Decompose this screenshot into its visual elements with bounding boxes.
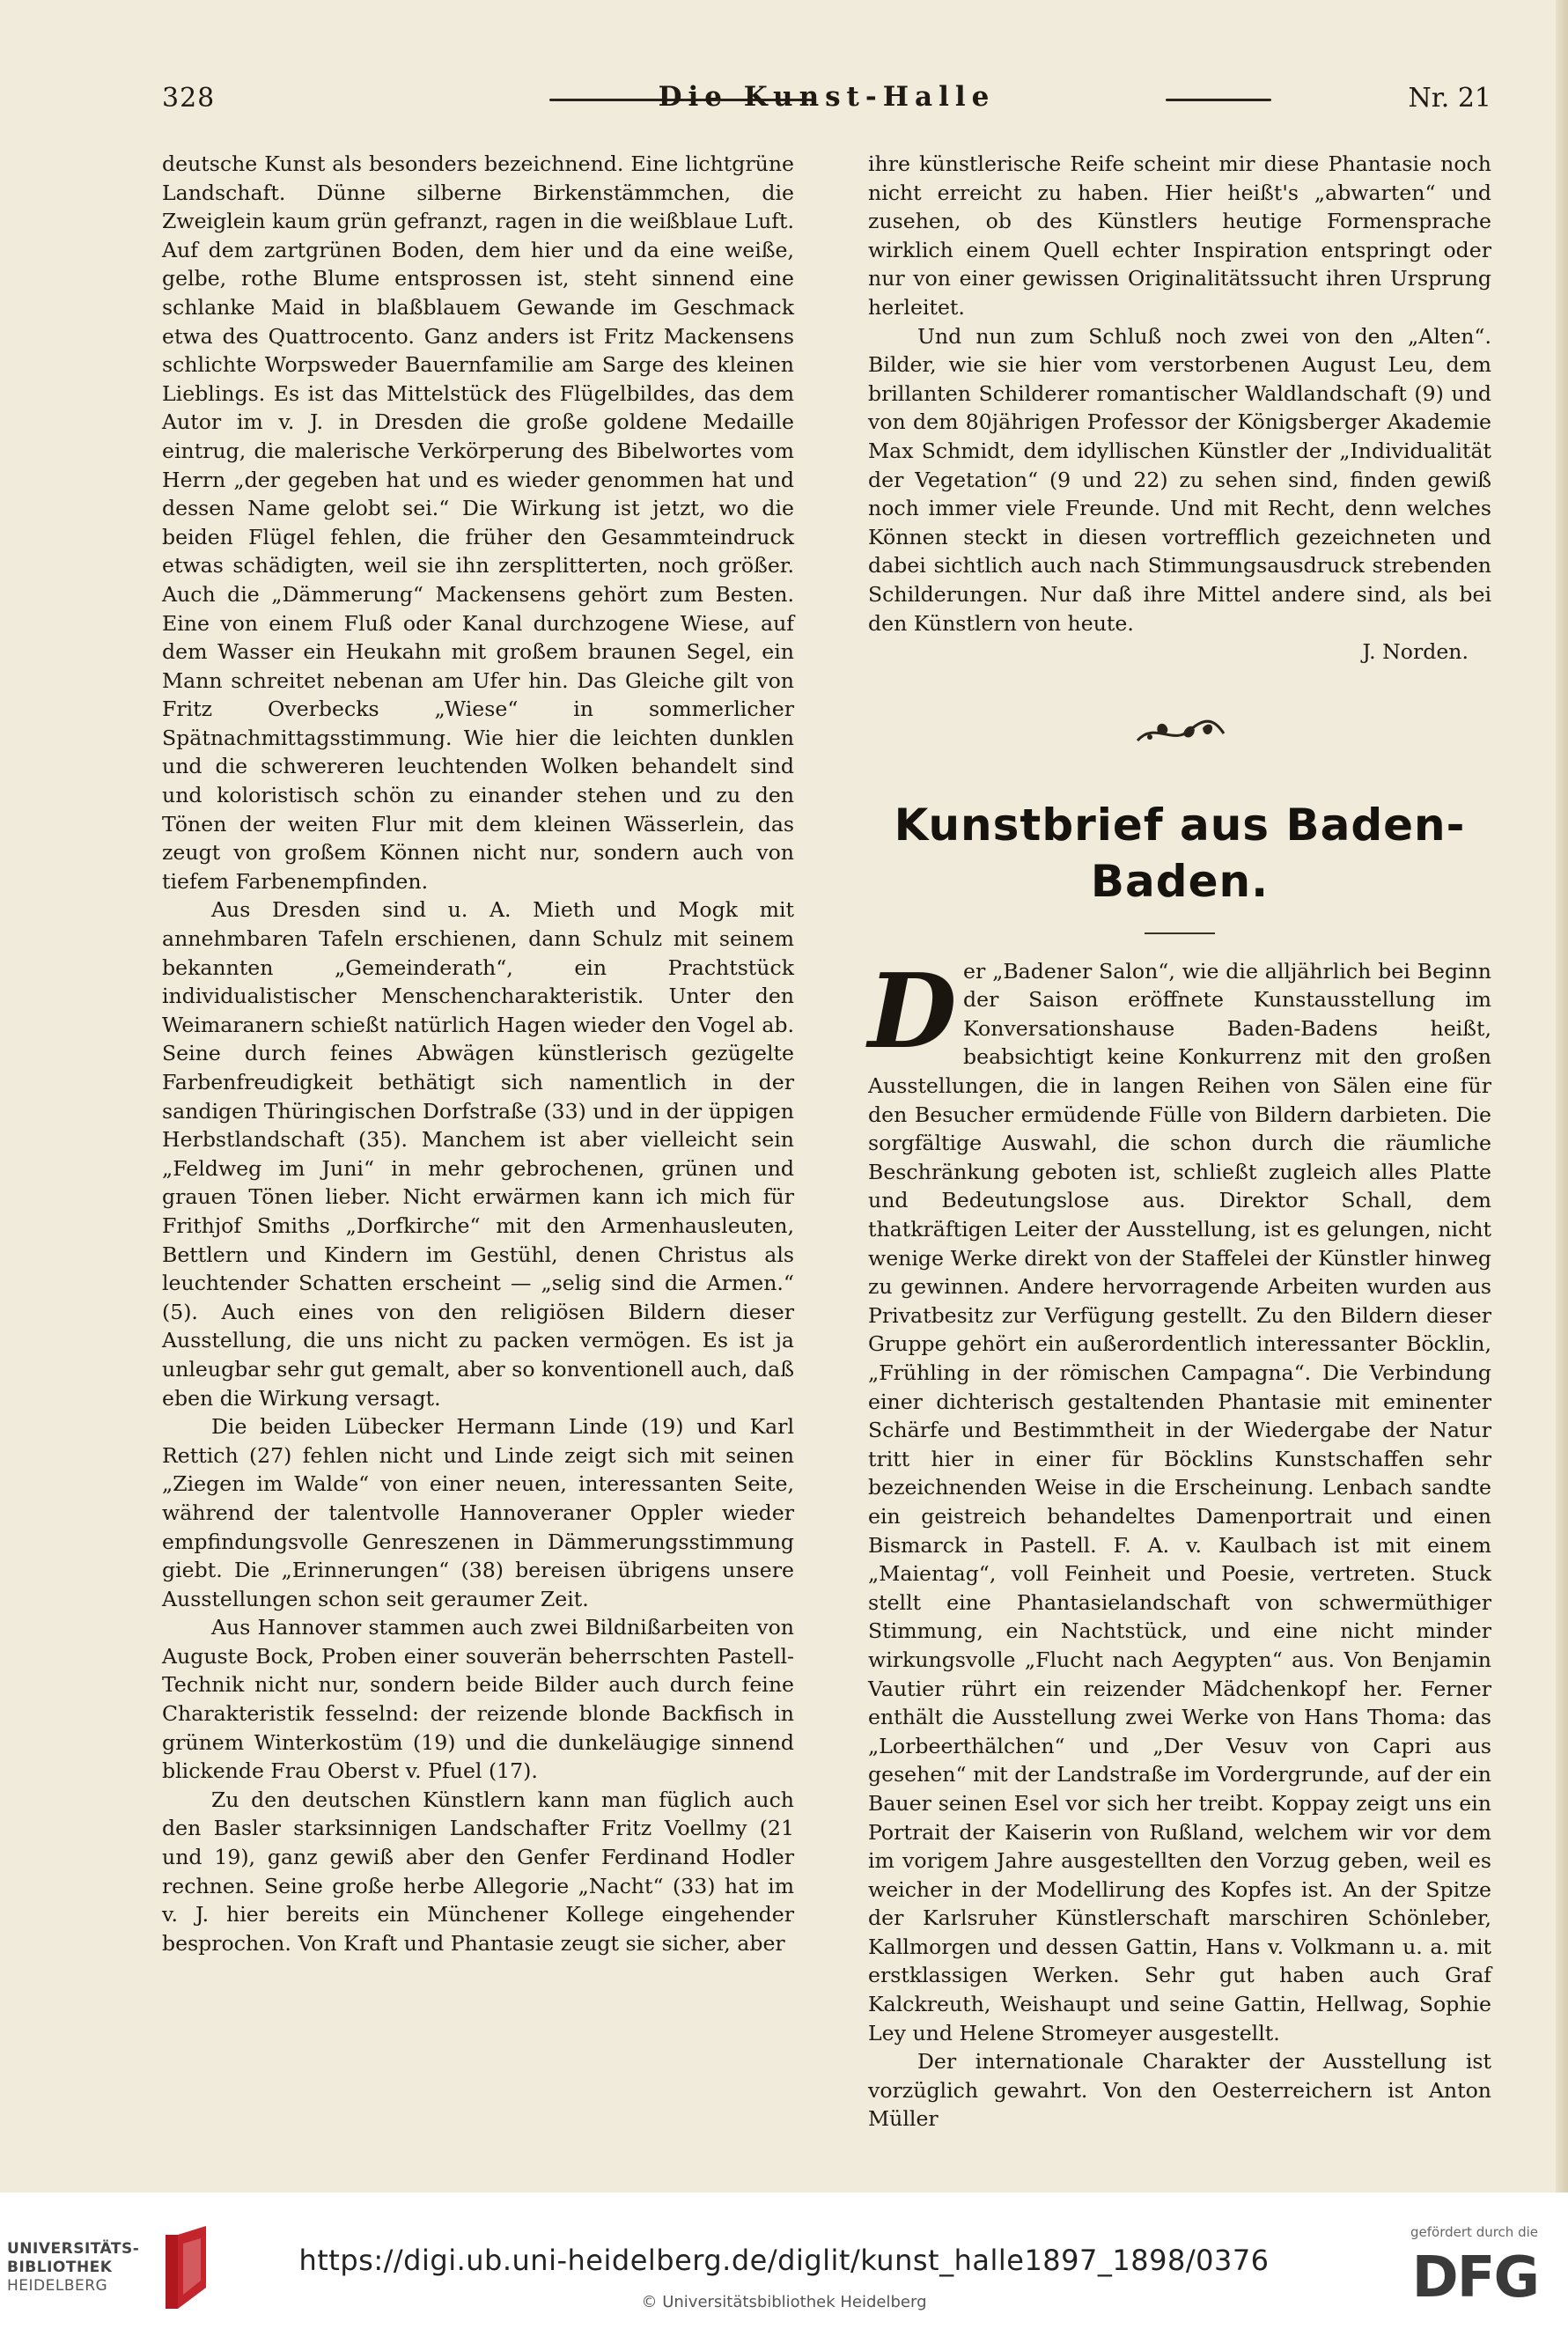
section-heading: Kunstbrief aus Baden-Baden. [894,799,1466,907]
right-column [868,150,1491,2134]
left-column [162,150,794,1957]
copyright-notice: © Universitätsbibliothek Heidelberg [641,2293,927,2311]
heading-rule [1145,932,1215,934]
institution-line: BIBLIOTHEK [7,2259,113,2276]
paragraph: Aus Hannover stammen auch zwei Bildnißarbeiten von Auguste Bock, Proben einer souverän beherrschten Pastell-Technik nicht nur, sondern beide Bilder auch durch feine Charakteristik fesselnd: der reizende blonde Backfisch in grünem Winterkostüm (19) und die dunkeläugige sinnend blickende Frau Oberst v. Pfuel (17). [162,1615,794,1784]
paragraph: deutsche Kunst als besonders bezeichnend. Eine lichtgrüne Landschaft. Dünne silberne Birkenstämmchen, die Zweiglein kaum grün gefranzt, ragen in die weißblaue Luft. Auf dem zartgrünen Boden, dem hier und da eine weiße, gelbe, rothe Blume entsprossen ist, steht sinnend eine schlanke Maid in blaßblauem Gewande im Geschmack etwa des Quattrocento. Ganz anders ist Fritz Mackensens schlichte Worpsweder Bauernfamilie am Sarge des kleinen Lieblings. Es ist das Mittelstück des Flügelbildes, das dem Autor im v. J. in Dresden die große goldene Medaille eintrug, die malerische Verkörperung des Bibelwortes vom Herrn „der gegeben hat und es wieder genommen hat und dessen Name gelobt sei.“ Die Wirkung ist jetzt, wo die beiden Flügel fehlen, die früher den Gesammteindruck etwas schädigten, weil sie ihn zersplitterten, noch größer. Auch die „Dämmerung“ Mackensens gehört zum Besten. Eine von einem Fluß oder Kanal durchzogene Wiese, auf dem Wasser ein Heukahn mit großem braunen Segel, ein Mann schreitet nebenan am Ufer hin. Das Gleiche gilt von Fritz Overbecks „Wiese“ in sommerlicher Spätnachmittagsstimmung. Wie hier die leichten dunklen und die schwereren leuchtenden Wolken behandelt sind und koloristisch schön zu einander stehen und zu den Tönen der weiten Flur mit dem kleinen Wässerlein, das zeugt von großem Können nicht nur, sondern auch von tiefem Farbenempfinden. [162,151,794,894]
journal-title: Die Kunst-Halle [658,81,996,113]
paragraph: Und nun zum Schluß noch zwei von den „Alten“. Bilder, wie sie hier vom verstorbenen August Leu, dem brillanten Schilderer romantischer Waldlandschaft (9) und von dem 80jährigen Professor der Königsberger Akademie Max Schmidt, dem idyllischen Künstler der „Individualität der Vegetation“ (9 und 22) zu sehen sind, finden gewiß noch immer viele Freunde. Und mit Recht, denn welches Können steckt in diesen vortrefflich gezeichneten und dabei sichtlich auch nach Stimmungsausdruck strebenden Schilderungen. Nur daß ihre Mittel andere sind, als bei den Künstlern von heute. [868,323,1491,636]
paragraph: Aus Dresden sind u. A. Mieth und Mogk mit annehmbaren Tafeln erschienen, dann Schulz mit seinem bekannten „Gemeinderath“, ein Prachtstück individualistischer Menschencharakteristik. Unter den Weimaranern schießt natürlich Hagen wieder den Vogel ab. Seine durch feines Abwägen künstlerisch gezügelte Farbenfreudigkeit bethätigt sich namentlich in der sandigen Thüringischen Dorfstraße (33) und in der üppigen Herbstlandschaft (35). Manchem ist aber vielleicht sein „Feldweg im Juni“ in mehr gebrochenen, grünen und grauen Tönen lieber. Nicht erwärmen kann ich mich für Frithjof Smiths „Dorfkirche“ mit den Armenhausleuten, Bettlern und Kindern im Gestühl, denen Christus als leuchtender Schatten erscheint — „selig sind die Armen.“ (5). Auch eines von den religiösen Bildern dieser Ausstellung, die uns nicht zu packen vermögen. Es ist ja unleugbar sehr gut gemalt, aber so konventionell auch, daß eben die Wirkung versagt. [162,897,794,1411]
paragraph: Die beiden Lübecker Hermann Linde (19) und Karl Rettich (27) fehlen nicht und Linde zeigt sich mit seinen „Ziegen im Walde“ von einer neuen, interessanten Seite, während der talentvolle Hannoveraner Oppler wieder empfindungsvolle Genreszenen in Dämmerungsstimmung giebt. Die „Erinnerungen“ (38) bereisen übrigens unsere Ausstellungen schon seit geraumer Zeit. [162,1414,794,1611]
dfg-logo-icon: DFG [1411,2245,1538,2311]
page-edge [1556,0,1568,2193]
paragraph-text: er „Badener Salon“, wie die alljährlich bei Beginn der Saison eröffnete Kunstausstellung im Konversationshause Baden-Badens heißt, beabsichtigt keine Konkurrenz mit den großen Ausstellungen, die in langen Reihen von Sälen eine für den Besucher ermüdende Fülle von Bildern darbieten. Die sorgfältige Auswahl, die schon durch die räumliche Beschränkung geboten ist, schließt zugleich alles Platte und Bedeutungslose aus. Direktor Schall, dem thatkräftigen Leiter der Ausstellung, ist es gelungen, nicht wenige Werke direkt von der Staffelei der Künstler hinweg zu gewinnen. Andere hervorragende Arbeiten wurden aus Privatbesitz zur Verfügung gestellt. Zu den Bildern dieser Gruppe gehört ein außerordentlich interessanter Böcklin, „Frühling in der römischen Campagna“. Die Verbindung einer dichterisch gestaltenden Phantasie mit eminenter Schärfe und Bestimmtheit in der Wiedergabe der Natur tritt hier in einer für Böcklins Kunstschaffen sehr bezeichnenden Weise in die Erscheinung. Lenbach sandte ein geistreich behandeltes Damenportrait und einen Bismarck in Pastell. F. A. v. Kaulbach ist mit einem „Maientag“, voll Feinheit und Poesie, vertreten. Stuck stellt eine Phantasielandschaft von schwermüthiger Stimmung, ein Nachtstück, und eine nicht minder wirkungsvolle „Flucht nach Aegypten“ aus. Von Benjamin Vautier rührt ein reizender Mädchenkopf her. Ferner enthält die Ausstellung zwei Werke von Hans Thoma: das „Lorbeerthälchen“ und „Der Vesuv von Capri aus gesehen“ mit der Landstraße im Vordergrunde, auf der ein Bauer seinen Esel vor sich her treibt. Koppay zeigt uns ein Portrait der Kaiserin von Rußland, welchem wir vor dem im vorigem Jahre ausgestellten den Vorzug geben, weil es weicher in der Modellirung des Kopfes ist. An der Spitze der Karlsruher Künstlerschaft marschiren Schönleber, Kallmorgen und dessen Gattin, Hans v. Volkmann u. a. mit erstklassigen Werken. Sehr gut haben auch Graf Kalckreuth, Weishaupt und seine Gattin, Hellwag, Sophie Ley und Helene Stromeyer ausgestellt. [868,958,1491,2045]
paragraph: Der internationale Charakter der Ausstellung ist vorzüglich gewahrt. Von den Oesterreichern ist Anton Müller [868,2049,1491,2132]
section-ornament [868,709,1491,765]
institution-line: HEIDELBERG [7,2277,108,2295]
paragraph: ihre künstlerische Reife scheint mir diese Phantasie noch nicht erreicht zu haben. Hier heißt's „abwarten“ und zusehen, ob des Künstlers heutige Formensprache wirklich einem Quell echter Inspiration entspringt oder nur von einer gewissen Originalitätssucht ihren Ursprung herleitet. [868,151,1491,320]
issue-number: Nr. 21 [1408,83,1491,114]
page-number: 328 [162,83,216,114]
running-header [162,81,1491,120]
institution-line: UNIVERSITÄTS- [7,2240,140,2258]
author-signature: J. Norden. [1362,639,1469,665]
permalink-url[interactable]: https://digi.ub.uni-heidelberg.de/diglit/kunst_halle1897_1898/0376 [298,2244,1270,2277]
paragraph: Zu den deutschen Künstlern kann man füglich auch den Basler starksinnigen Landschafter Fritz Voellmy (21 und 19), ganz gewiß aber den Genfer Ferdinand Hodler rechnen. Seine große herbe Allegorie „Nacht“ (33) hat im v. J. hier bereits ein Münchener Kollege eingehender besprochen. Von Kraft und Phantasie zeugt sie sicher, aber [162,1787,794,1956]
drop-cap: D [868,951,957,1072]
header-rule-right [1166,99,1271,101]
funded-by-label: gefördert durch die [1410,2224,1538,2240]
flourish-ornament-icon [1132,714,1229,753]
paragraph [868,951,1491,2048]
library-footer [0,2193,1568,2329]
